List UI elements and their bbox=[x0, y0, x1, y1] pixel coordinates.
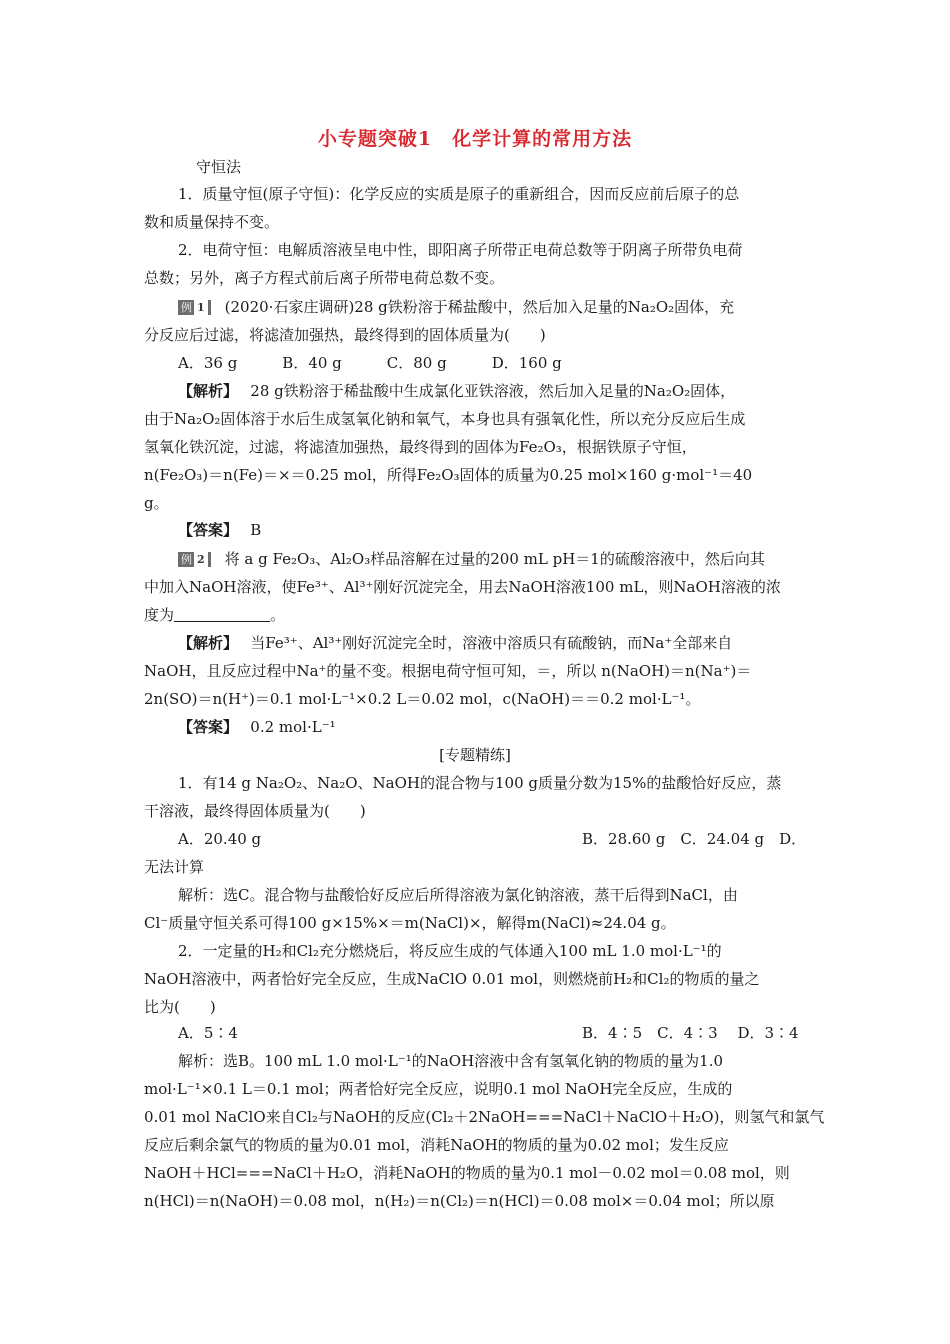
example-2-line: 例 2 将 a g Fe₂O₃、Al₂O₃样品溶解在过量的200 mL pH＝1的硫酸溶液中，然后向其 bbox=[178, 549, 765, 569]
paragraph-line: n(Fe₂O₃)＝n(Fe)＝×＝0.25 mol，所得Fe₂O₃固体的质量为0.25 mol×160 g·mol⁻¹＝40 bbox=[144, 466, 753, 484]
analysis-1-line: 【解析】 28 g铁粉溶于稀盐酸中生成氯化亚铁溶液，然后加入足量的Na₂O₂固体， bbox=[178, 382, 736, 400]
example-1-line: 例 1 (2020·石家庄调研)28 g铁粉溶于稀盐酸中，然后加入足量的Na₂O₂固体，充 bbox=[178, 297, 734, 317]
paragraph-line: mol·L⁻¹×0.1 L＝0.1 mol；两者恰好完全反应，说明0.1 mol NaOH完全反应，生成的 bbox=[144, 1080, 733, 1098]
paragraph-line: n(HCl)＝n(NaOH)＝0.08 mol，n(H₂)＝n(Cl₂)＝n(HCl)＝0.08 mol×＝0.04 mol；所以原 bbox=[144, 1192, 775, 1210]
paragraph-line: 无法计算 bbox=[144, 858, 205, 876]
paragraph-line: g。 bbox=[144, 494, 169, 512]
paragraph-line: NaOH＋HCl===NaCl＋H₂O，消耗NaOH的物质的量为0.1 mol－0.02 mol＝0.08 mol，则 bbox=[144, 1164, 790, 1182]
answer-1: 【答案】 B bbox=[178, 521, 262, 539]
question-1-option-a: A．20.40 g bbox=[178, 830, 262, 848]
paragraph-line: 氢氧化铁沉淀，过滤，将滤渣加强热，最终得到的固体为Fe₂O₃，根据铁原子守恒， bbox=[144, 438, 697, 456]
paragraph-line: 2．一定量的H₂和Cl₂充分燃烧后，将反应生成的气体通入100 mL 1.0 mol·L⁻¹的 bbox=[178, 942, 722, 960]
paragraph-line: 2n(SO)＝n(H⁺)＝0.1 mol·L⁻¹×0.2 L＝0.02 mol，c(NaOH)＝＝0.2 mol·L⁻¹。 bbox=[144, 690, 701, 708]
page-title: 小专题突破1 化学计算的常用方法 bbox=[317, 128, 633, 150]
analysis-2-line: 【解析】 当Fe³⁺、Al³⁺刚好沉淀完全时，溶液中溶质只有硫酸钠，而Na⁺全部来自 bbox=[178, 634, 733, 652]
paragraph-line: NaOH，且反应过程中Na⁺的量不变。根据电荷守恒可知，＝，所以 n(NaOH)＝n(Na⁺)＝ bbox=[144, 662, 752, 680]
paragraph-line: 反应后剩余氯气的物质的量为0.01 mol，消耗NaOH的物质的量为0.02 mol；发生反应 bbox=[144, 1136, 729, 1154]
example-2-badge: 例 2 bbox=[178, 552, 211, 567]
example-2-blank-line: 度为 。 bbox=[144, 606, 286, 624]
answer-blank[interactable] bbox=[174, 607, 270, 622]
paragraph-line: Cl⁻质量守恒关系可得100 g×15%×＝m(NaCl)×，解得m(NaCl)≈24.04 g。 bbox=[144, 914, 676, 932]
question-1-options-bcd: B．28.60 g C．24.04 g D． bbox=[582, 830, 807, 848]
paragraph-line: 解析：选B。100 mL 1.0 mol·L⁻¹的NaOH溶液中含有氢氧化钠的物质的量为1.0 bbox=[178, 1052, 724, 1070]
paragraph-line: 比为( ) bbox=[144, 998, 216, 1016]
paragraph-line: 1．质量守恒(原子守恒)：化学反应的实质是原子的重新组合，因而反应前后原子的总 bbox=[178, 185, 740, 203]
paragraph-line: 由于Na₂O₂固体溶于水后生成氢氧化钠和氧气，本身也具有强氧化性，所以充分反应后生成 bbox=[144, 410, 746, 428]
paragraph-line: 中加入NaOH溶液，使Fe³⁺、Al³⁺刚好沉淀完全，用去NaOH溶液100 mL，则NaOH溶液的浓 bbox=[144, 578, 781, 596]
paragraph-line: 1．有14 g Na₂O₂、Na₂O、NaOH的混合物与100 g质量分数为15%的盐酸恰好反应，蒸 bbox=[178, 774, 782, 792]
paragraph-line: 总数；另外，离子方程式前后离子所带电荷总数不变。 bbox=[144, 269, 505, 287]
question-2-options-bcd: B．4∶5 C．4∶3 D．3∶4 bbox=[582, 1024, 799, 1042]
question-2-option-a: A．5∶4 bbox=[178, 1024, 238, 1042]
paragraph-line: 0.01 mol NaClO来自Cl₂与NaOH的反应(Cl₂＋2NaOH===NaCl＋NaClO＋H₂O)，则氢气和氯气 bbox=[144, 1108, 825, 1126]
answer-2: 【答案】 0.2 mol·L⁻¹ bbox=[178, 718, 336, 736]
paragraph-line: 解析：选C。混合物与盐酸恰好反应后所得溶液为氯化钠溶液，蒸干后得到NaCl，由 bbox=[178, 886, 738, 904]
paragraph-line: 干溶液，最终得固体质量为( ) bbox=[144, 802, 366, 820]
paragraph-line: 分反应后过滤，将滤渣加强热，最终得到的固体质量为( ) bbox=[144, 326, 546, 344]
example-1-badge: 例 1 bbox=[178, 300, 211, 315]
paragraph-line: 数和质量保持不变。 bbox=[144, 213, 280, 231]
example-1-options: A．36 g B．40 g C．80 g D．160 g bbox=[178, 354, 562, 372]
paragraph-line: 2．电荷守恒：电解质溶液呈电中性，即阳离子所带正电荷总数等于阴离子所带负电荷 bbox=[178, 241, 743, 259]
paragraph-line: NaOH溶液中，两者恰好完全反应，生成NaClO 0.01 mol，则燃烧前H₂和Cl₂的物质的量之 bbox=[144, 970, 760, 988]
practice-header: [专题精练] bbox=[439, 746, 511, 764]
section-heading: 守恒法 bbox=[196, 158, 242, 176]
